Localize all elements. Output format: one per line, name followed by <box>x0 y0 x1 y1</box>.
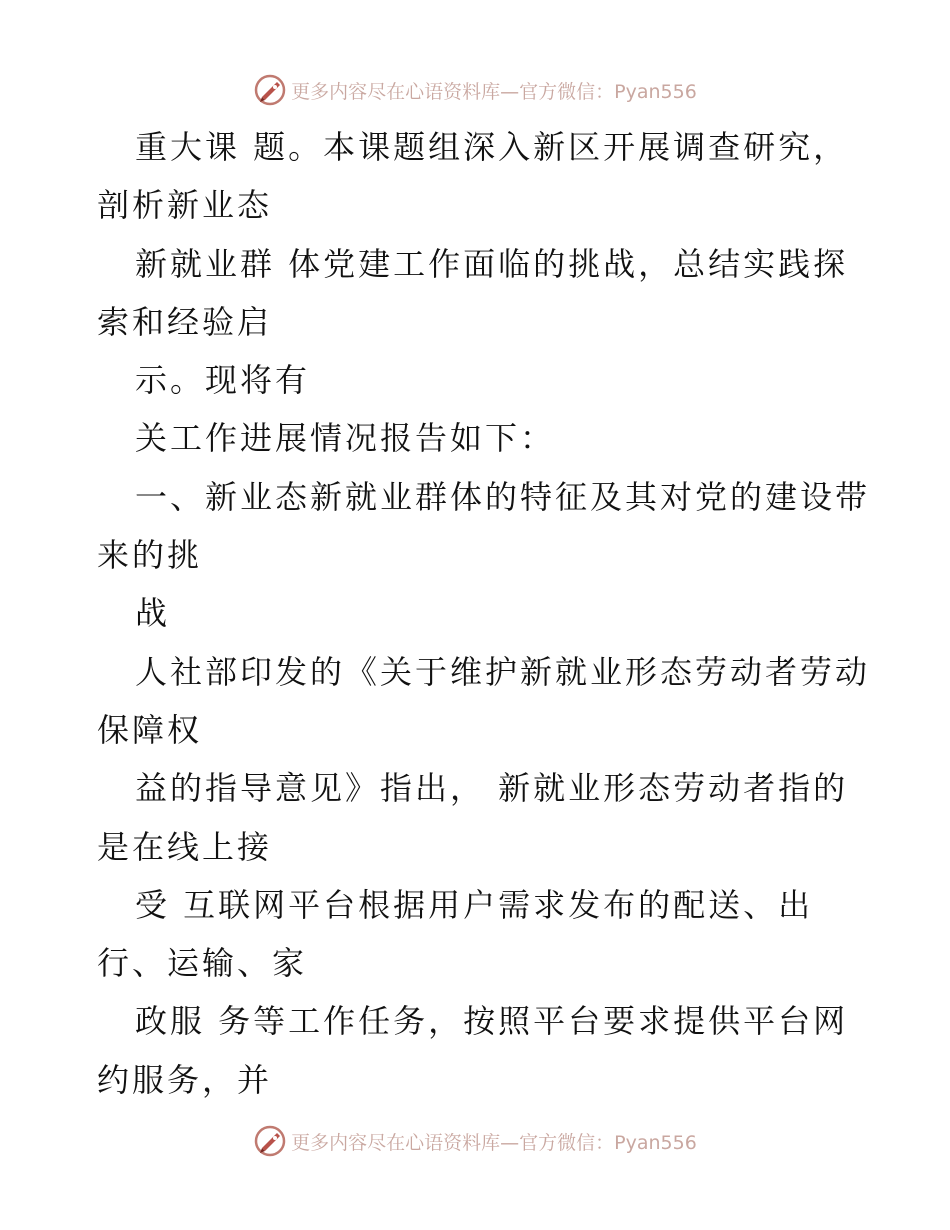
text-line: 行、运输、家 <box>97 944 308 983</box>
header-watermark <box>0 70 950 110</box>
text-line: 人社部印发的《关于维护新就业形态劳动者劳动 <box>135 652 871 691</box>
document-body <box>97 118 871 1109</box>
section-heading-continued: 来的挑 <box>97 536 203 575</box>
text-line: 索和经验启 <box>97 302 273 341</box>
watermark-text: 更多内容尽在心语资料库—官方微信：Pyan556 <box>291 1131 697 1154</box>
pen-circle-logo-icon <box>253 1124 287 1158</box>
text-line: 保障权 <box>97 710 203 749</box>
section-heading-continued: 战 <box>135 594 171 633</box>
text-line: 约服务，并 <box>97 1060 273 1099</box>
text-line: 关工作进展情况报告如下： <box>135 419 556 458</box>
section-heading: 一、新业态新就业群体的特征及其对党的建设带 <box>135 477 871 516</box>
pen-circle-logo-icon <box>253 73 287 107</box>
text-line: 受 互联网平台根据用户需求发布的配送、出 <box>135 885 814 924</box>
footer-watermark <box>0 1121 950 1161</box>
text-line: 剖析新业态 <box>97 186 273 225</box>
text-line: 示。现将有 <box>135 361 311 400</box>
watermark-text: 更多内容尽在心语资料库—官方微信：Pyan556 <box>291 80 697 103</box>
text-line: 益的指导意见》指出， 新就业形态劳动者指的 <box>135 769 849 808</box>
text-line: 新就业群 体党建工作面临的挑战，总结实践探 <box>135 244 849 283</box>
text-line: 政服 务等工作任务，按照平台要求提供平台网 <box>135 1002 849 1041</box>
text-line: 是在线上接 <box>97 827 273 866</box>
text-line: 重大课 题。本课题组深入新区开展调查研究， <box>135 128 849 166</box>
